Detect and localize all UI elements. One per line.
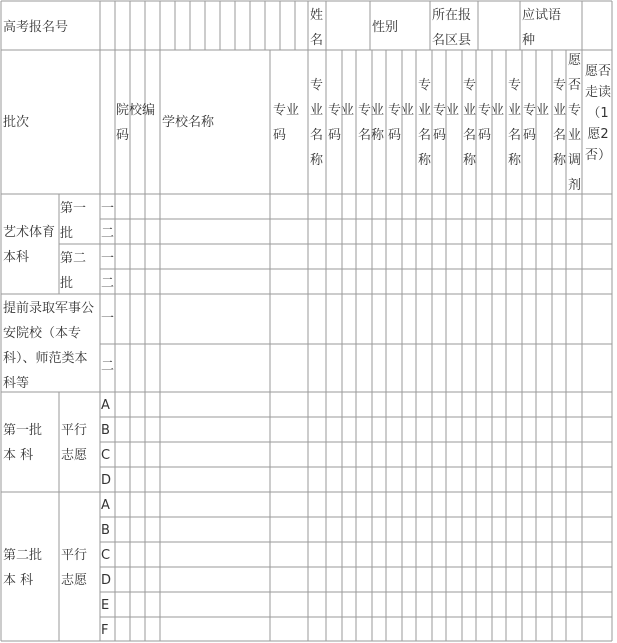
- second-choice-e: E: [101, 598, 110, 613]
- art-first-batch: 第一批: [60, 201, 87, 241]
- choice-1: 一: [101, 201, 115, 216]
- batch-label: 批次: [3, 115, 30, 130]
- second-batch-label: 第二批本 科: [3, 548, 43, 588]
- major-code-label-4: 专业码: [433, 103, 460, 143]
- district-label: 所在报名区县: [432, 8, 472, 48]
- second-choice-d: D: [101, 573, 112, 588]
- major-code-label-2: 专业码: [328, 103, 355, 143]
- second-choice-c: C: [101, 548, 111, 563]
- first-choice-d: D: [101, 473, 112, 488]
- art-sport-label: 艺术体育本科: [3, 225, 56, 265]
- school-name-label: 学校名称: [162, 115, 215, 130]
- name-label: 姓名: [310, 8, 324, 48]
- gender-label: 性别: [372, 20, 399, 35]
- first-batch-parallel: 平行志愿: [61, 423, 88, 463]
- major-name-label-1: 专业名称: [310, 78, 324, 168]
- second-choice-b: B: [101, 523, 110, 538]
- major-code-label-1: 专业码: [273, 103, 300, 143]
- choice-4: 二: [101, 276, 115, 291]
- exam-number-label: 高考报名号: [3, 20, 69, 35]
- major-name-label-6: 专业名称: [553, 78, 567, 168]
- choice-6: 二: [101, 359, 115, 374]
- second-choice-a: A: [101, 498, 110, 513]
- institution-code-label: 院校编码: [116, 103, 156, 143]
- second-batch-parallel: 平行志愿: [61, 548, 88, 588]
- major-name-label-3: 专业名称: [418, 78, 432, 168]
- choice-3: 一: [101, 251, 115, 266]
- choice-5: 一: [101, 311, 115, 326]
- adjust-label: 愿否专业调剂: [568, 53, 582, 193]
- second-choice-f: F: [101, 623, 109, 638]
- first-choice-b: B: [101, 423, 110, 438]
- major-code-label-6: 专业码: [523, 103, 550, 143]
- major-name-label-4: 专业名称: [463, 78, 477, 168]
- first-choice-c: C: [101, 448, 111, 463]
- major-code-label-5: 专业码: [478, 103, 505, 143]
- art-second-batch: 第二批: [60, 251, 87, 291]
- major-code-label-3: 专业码: [388, 103, 415, 143]
- choice-2: 二: [101, 226, 115, 241]
- language-label: 应试语种: [522, 8, 562, 48]
- first-batch-label: 第一批本 科: [3, 423, 43, 463]
- major-name-label-2: 专业名称: [358, 103, 385, 143]
- first-choice-a: A: [101, 398, 110, 413]
- willing-label: 愿否走读（1愿2否）: [584, 64, 611, 163]
- major-name-label-5: 专业名称: [508, 78, 522, 168]
- early-admission-label: 提前录取军事公安院校（本专科）、师范类本科等: [3, 301, 95, 391]
